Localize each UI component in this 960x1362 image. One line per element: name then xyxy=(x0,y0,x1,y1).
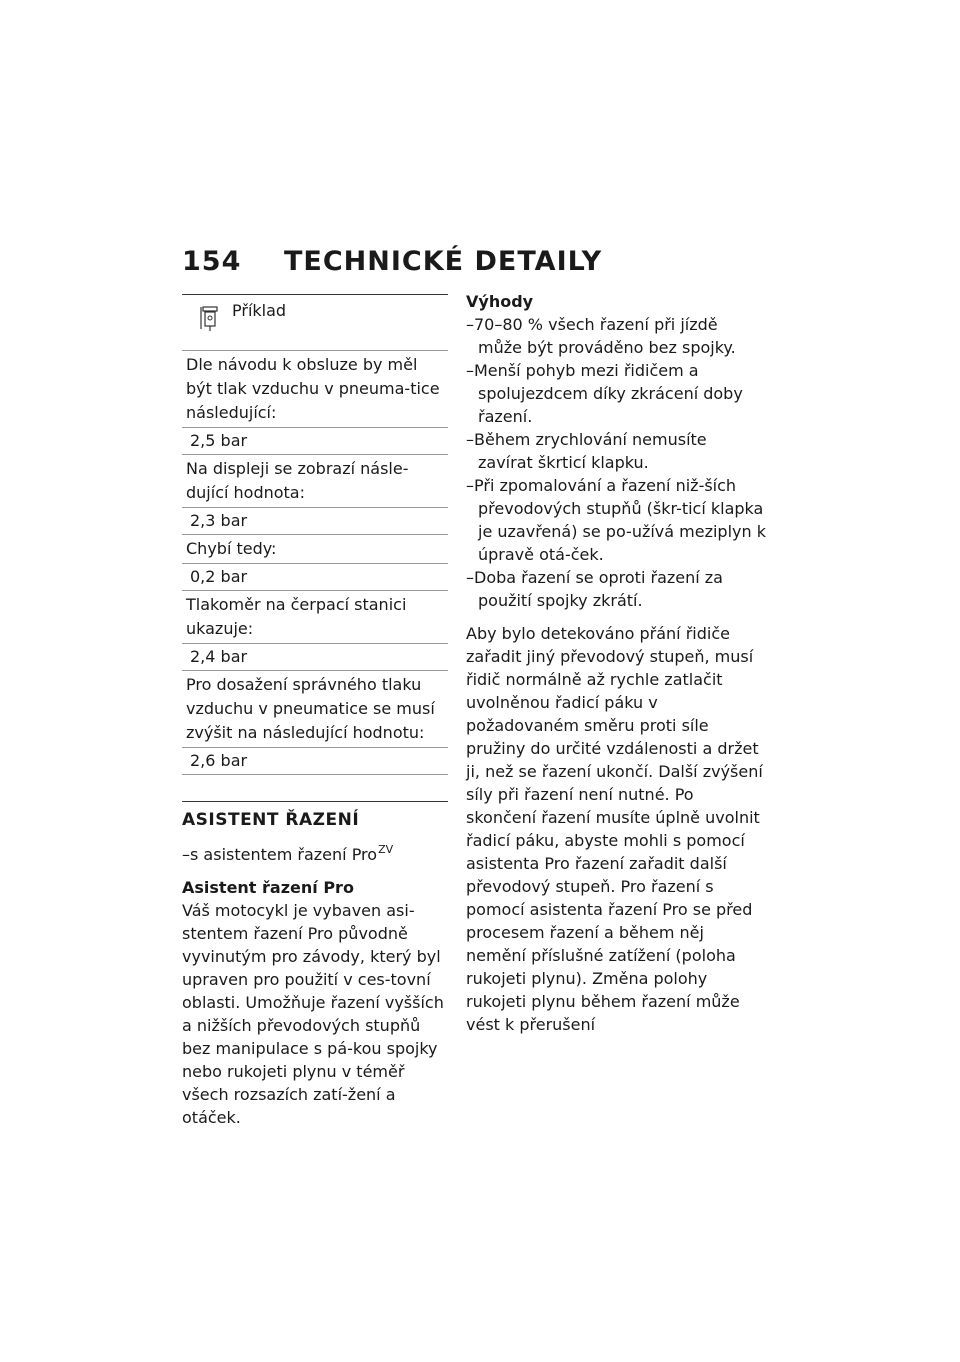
example-row-value: 2,5 bar xyxy=(182,428,448,455)
example-table xyxy=(182,294,448,775)
left-column xyxy=(182,294,448,1129)
list-item: –Menší pohyb mezi řidičem a spolujezdcem díky zkrácení doby řazení. xyxy=(466,361,743,426)
example-row-value: 2,3 bar xyxy=(182,508,448,535)
example-rows xyxy=(182,351,448,775)
list-item: –Během zrychlování nemusíte zavírat škrticí klapku. xyxy=(466,430,707,472)
wrench-tire-icon xyxy=(200,303,220,333)
section-intro-text: –s asistentem řazení Pro xyxy=(182,845,378,864)
page-title: TECHNICKÉ DETAILY xyxy=(284,246,603,277)
advantages-list xyxy=(466,313,766,612)
example-header xyxy=(182,295,448,351)
example-row-question: Na displeji se zobrazí násle-dující hodnota: xyxy=(182,455,448,508)
page-header xyxy=(182,244,782,284)
example-row-value: 0,2 bar xyxy=(182,564,448,591)
list-item: –70–80 % všech řazení při jízdě může být prováděno bez spojky. xyxy=(466,315,736,357)
section-title: ASISTENT ŘAZENÍ xyxy=(182,810,360,830)
optional-equipment-mark: ZV xyxy=(378,843,394,856)
example-label: Příklad xyxy=(232,301,287,320)
list-item: –Doba řazení se oproti řazení za použití spojky zkrátí. xyxy=(466,568,723,610)
list-item: –Při zpomalování a řazení niž-ších převodových stupňů (škr-ticí klapka je uzavřená) se po-užívá meziplyn k úpravě otá-ček. xyxy=(466,476,766,564)
example-row-question: Tlakoměr na čerpací stanici ukazuje: xyxy=(182,591,448,644)
right-column xyxy=(466,290,766,1036)
shift-paragraph: Aby bylo detekováno přání řidiče zařadit jiný převodový stupeň, musí řidič normálně až rychle zatlačit uvolněnou řadicí páku v požadovaném směru proti síle pružiny do určité vzdálenosti a držet ji, než se řazení ukončí. Další zvýšení síly při řazení není nutné. Po skončení řazení musíte úplně uvolnit řadicí páku, abyste mohli s pomocí asistenta Pro řazení zařadit další převodový stupeň. Pro řazení s pomocí asistenta řazení Pro se před procesem řazení a během něj nemění příslušné zatížení (poloha rukojeti plynu). Změna polohy rukojeti plynu během řazení může vést k přerušení xyxy=(466,624,763,1034)
section-body: Váš motocykl je vybaven asi-stentem řazení Pro původně vyvinutým pro závody, který byl upraven pro použití v ces-tovní oblasti. Umožňuje řazení vyšších a nižších převodových stupňů bez manipulace s pá-kou spojky nebo rukojeti plynu v téměř všech rozsazích zatí-žení a otáček. xyxy=(182,901,444,1127)
example-row-question: Dle návodu k obsluze by měl být tlak vzduchu v pneuma-tice následující: xyxy=(182,351,448,428)
section-intro xyxy=(182,838,448,866)
section-divider xyxy=(182,801,448,802)
section-subtitle: Asistent řazení Pro xyxy=(182,878,354,897)
page-number: 154 xyxy=(182,246,242,277)
example-row-value: 2,6 bar xyxy=(182,748,448,775)
example-row-question: Pro dosažení správného tlaku vzduchu v pneumatice se musí zvýšit na následující hodnotu: xyxy=(182,671,448,748)
example-row-value: 2,4 bar xyxy=(182,644,448,671)
example-row-question: Chybí tedy: xyxy=(182,535,448,564)
advantages-title: Výhody xyxy=(466,292,534,311)
